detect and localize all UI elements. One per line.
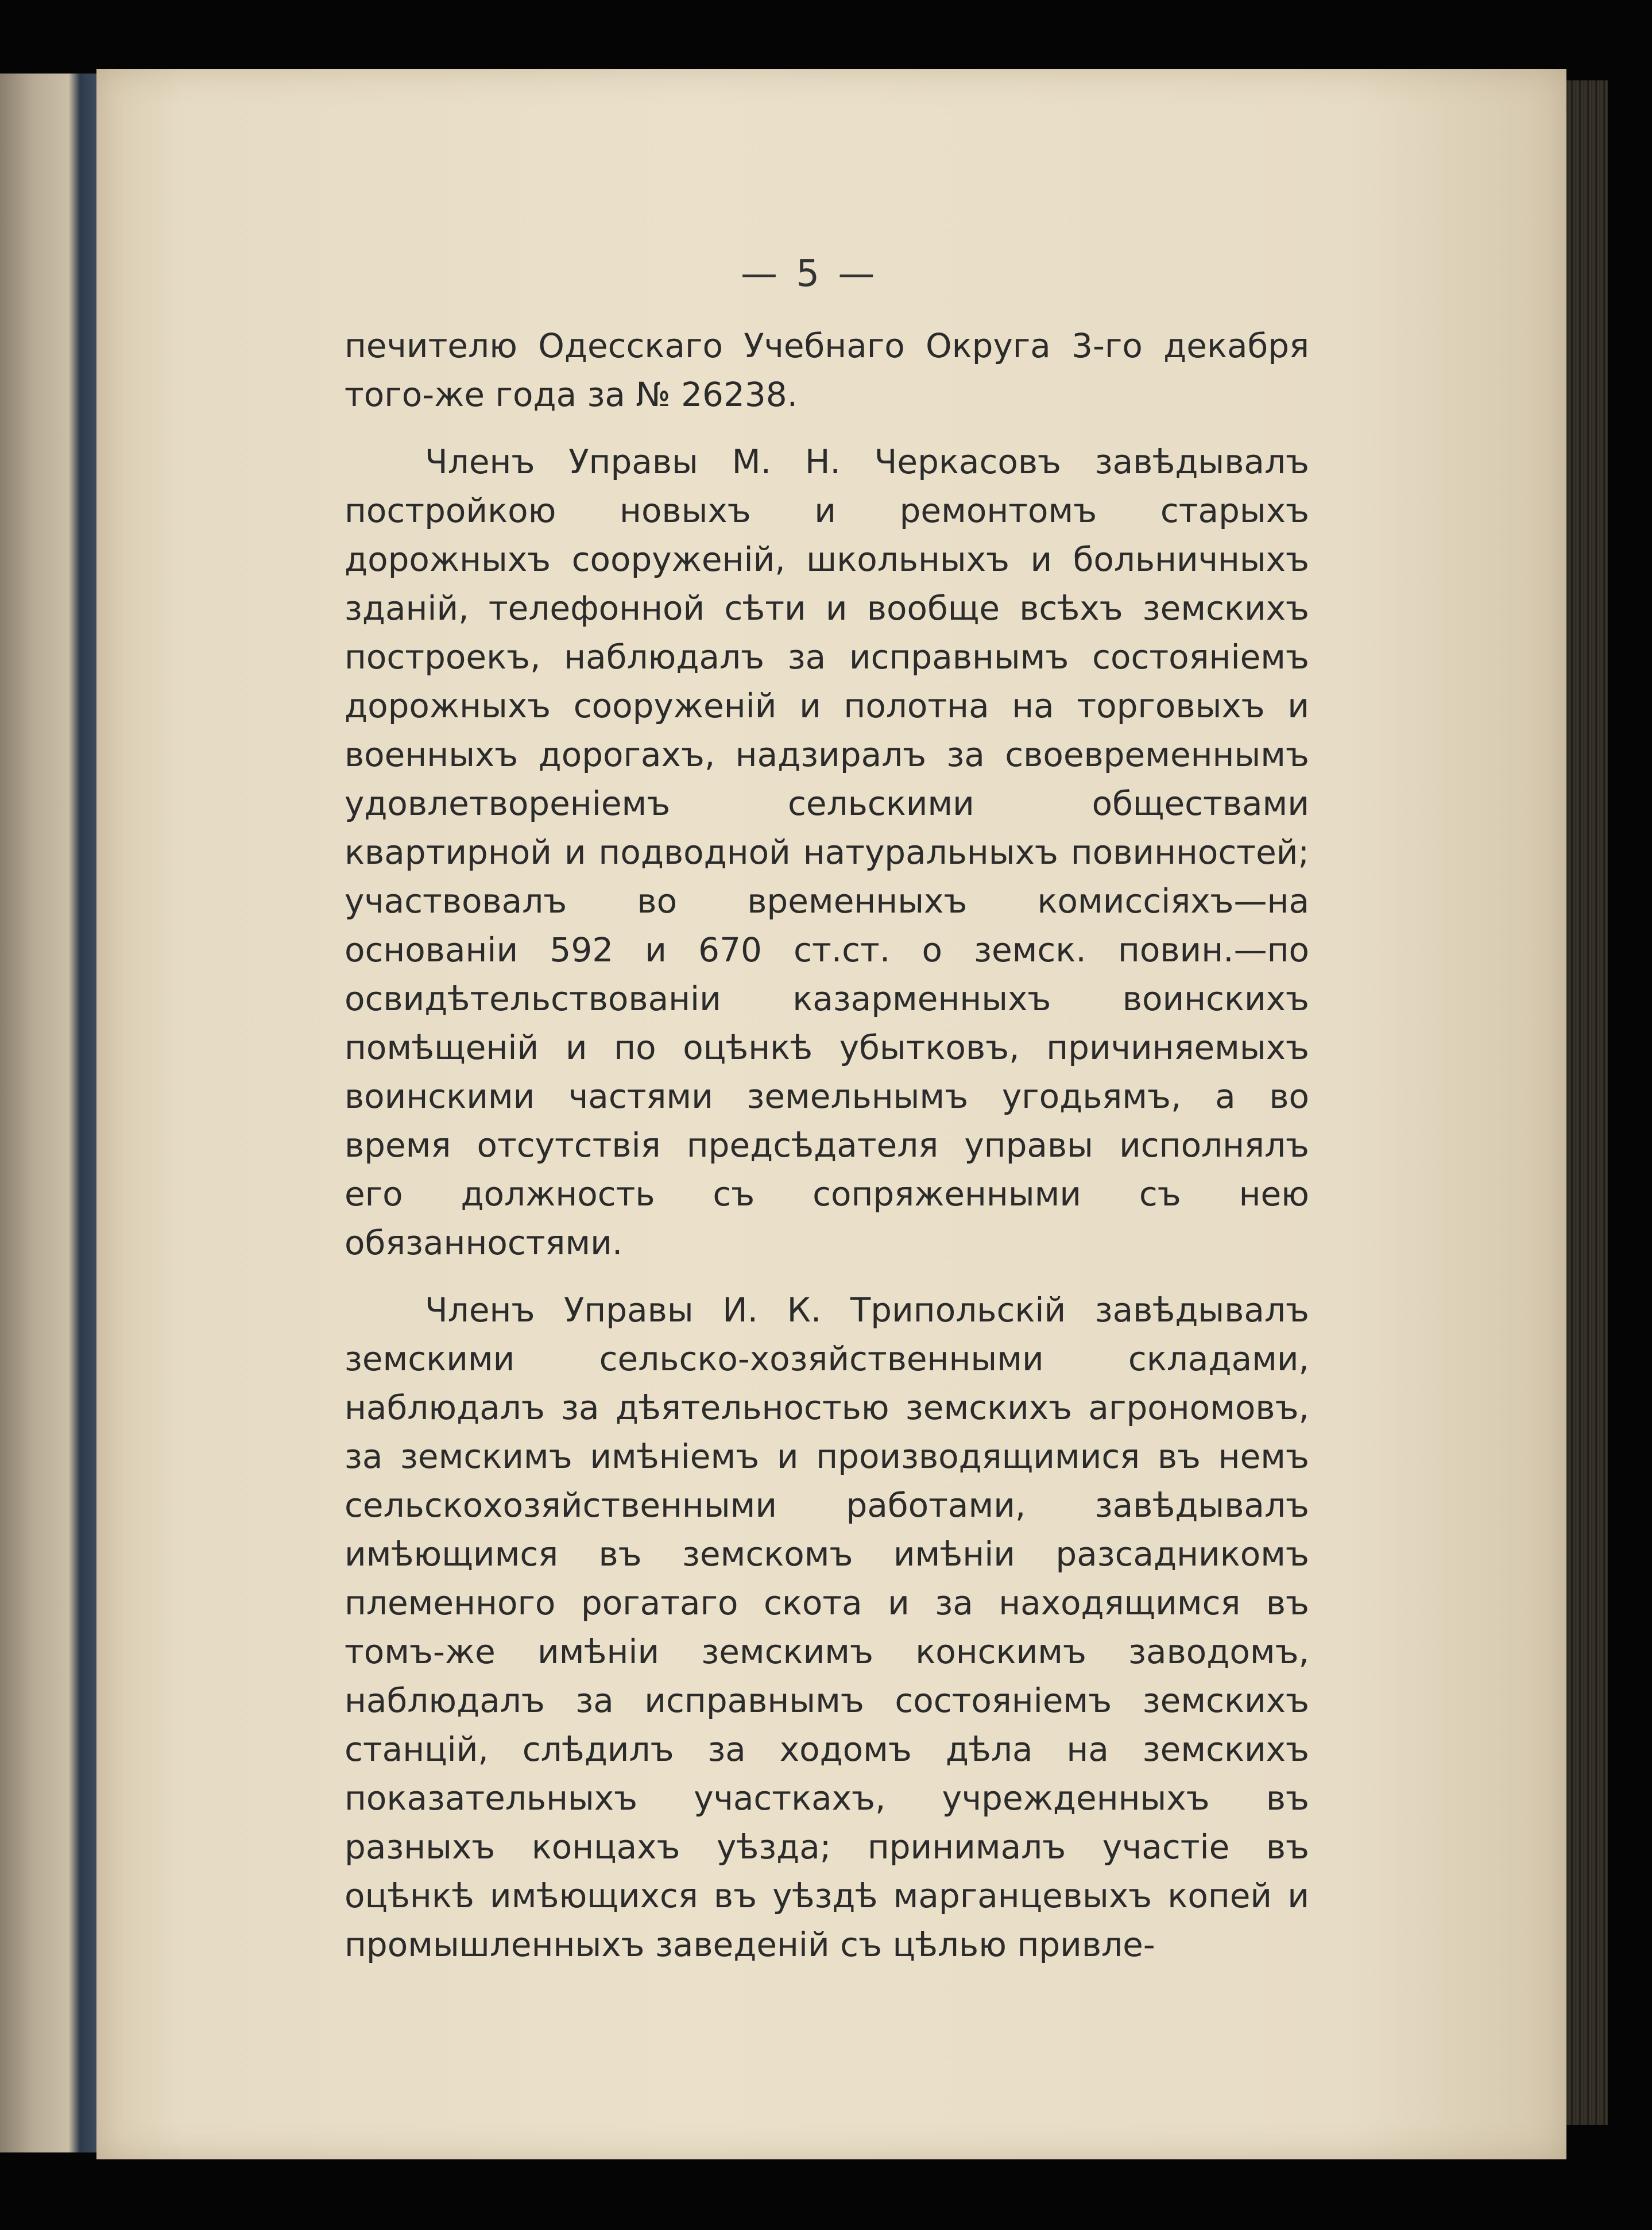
paragraph-1: печителю Одесскаго Учебнаго Округа 3-го декабря того-же года за № 26238. [345,326,1309,414]
page-stack-edge [1566,80,1608,2125]
page-body-text [345,322,1309,1969]
paragraph-3: Членъ Управы И. К. Трипольскій завѣдывалъ земскими сельско-хозяйственными складами, наблюдалъ за дѣятельностью земскихъ агрономовъ, за земскимъ имѣніемъ и производящимися въ немъ сельскохозяйственными работами, завѣдывалъ имѣющимся въ земскомъ имѣніи разсадникомъ племенного рогатаго скота и за находящимся въ томъ-же имѣніи земскимъ конскимъ заводомъ, наблюдалъ за исправнымъ состояніемъ земскихъ станцій, слѣдилъ за ходомъ дѣла на земскихъ показательныхъ участкахъ, учрежденныхъ въ разныхъ концахъ уѣзда; принималъ участіе въ оцѣнкѣ имѣющихся въ уѣздѣ марганцевыхъ копей и промышленныхъ заведеній съ цѣлью привле- [345,1290,1309,1964]
book-cover-edge [69,74,96,2152]
page-number: — 5 — [741,253,879,295]
paragraph-2: Членъ Управы М. Н. Черкасовъ завѣдывалъ постройкою новыхъ и ремонтомъ старыхъ дорожныхъ сооруженій, школьныхъ и больничныхъ зданій, телефонной сѣти и вообще всѣхъ земскихъ построекъ, наблюдалъ за исправнымъ состояніемъ дорожныхъ сооруженій и полотна на торговыхъ и военныхъ дорогахъ, надзиралъ за своевременнымъ удовлетвореніемъ сельскими обществами квартирной и подводной натуральныхъ повинностей; участвовалъ во временныхъ комиссіяхъ—на основаніи 592 и 670 ст.ст. о земск. повин.—по освидѣтельствованіи казарменныхъ воинскихъ помѣщеній и по оцѣнкѣ убытковъ, причиняемыхъ воинскими частями земельнымъ угодьямъ, а во время отсутствія предсѣдателя управы исполнялъ его должность съ сопряженными съ нею обязанностями. [345,442,1309,1262]
